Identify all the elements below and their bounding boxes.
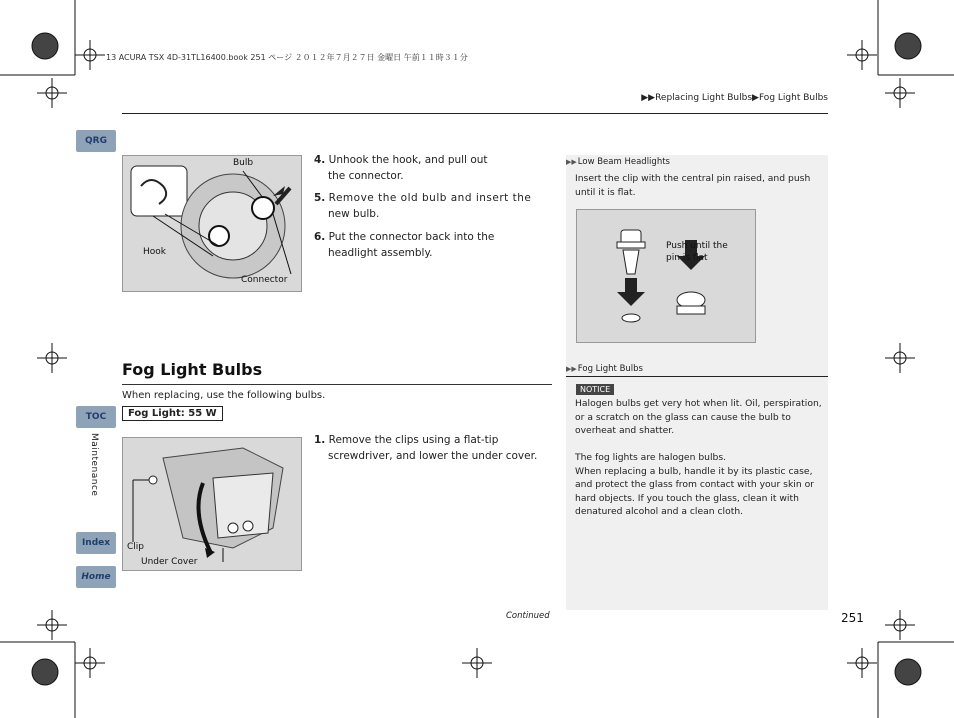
toc-tab[interactable]: TOC [76, 406, 116, 428]
text-line: denatured alcohol and a clean cloth. [575, 506, 744, 517]
figure-label-bulb: Bulb [233, 158, 254, 168]
text-line: Halogen bulbs get very hot when lit. Oil, perspiration, [575, 398, 822, 409]
low-beam-text [575, 172, 825, 199]
under-cover-illustration [123, 438, 301, 570]
clip-caption-line2: pin is flat [666, 253, 708, 263]
continued-label: Continued [506, 611, 550, 621]
under-cover-figure [122, 437, 302, 571]
fog-warning-text [575, 397, 827, 438]
step-number: 5. [314, 192, 326, 204]
breadcrumb-link-replacing[interactable]: Replacing Light Bulbs [655, 93, 753, 103]
home-tab-label: Home [81, 572, 111, 582]
figure-label-hook: Hook [143, 247, 166, 257]
page-number: 251 [841, 611, 864, 625]
text-line: or a scratch on the glass can cause the bulb to [575, 411, 791, 423]
step-text: Remove the clips using a flat-tip [328, 434, 499, 446]
step-text: headlight assembly. [328, 247, 433, 259]
sidebar-notes-panel [566, 155, 828, 610]
step-text: Remove the old bulb and insert the [328, 192, 532, 204]
section-side-label: Maintenance [89, 433, 99, 497]
clip-illustration [577, 210, 755, 342]
text-line: until it is flat. [575, 186, 636, 198]
step-text: screwdriver, and lower the under cover. [328, 450, 538, 462]
notice-badge: NOTICE [576, 384, 614, 395]
figure-label-under-cover: Under Cover [141, 557, 198, 567]
breadcrumb-arrow-icon: ▶ [752, 93, 759, 103]
qrg-tab[interactable]: QRG [76, 130, 116, 152]
step-1 [314, 432, 554, 464]
figure-label-clip: Clip [127, 542, 144, 552]
step-5 [314, 190, 549, 222]
text-line: hard objects. If you touch the glass, clean it with [575, 492, 799, 504]
section-rule [122, 384, 552, 385]
figure-label-connector: Connector [241, 275, 288, 285]
step-number: 4. [314, 154, 326, 166]
step-text: Unhook the hook, and pull out [328, 154, 488, 166]
step-text: new bulb. [328, 208, 380, 220]
header-rule [122, 113, 828, 114]
fog-heading-text: Fog Light Bulbs [577, 364, 643, 374]
low-beam-heading-text: Low Beam Headlights [577, 157, 670, 167]
home-tab[interactable] [76, 566, 116, 588]
section-intro: When replacing, use the following bulbs. [122, 390, 326, 401]
step-number: 6. [314, 231, 326, 243]
step-text: the connector. [328, 170, 404, 182]
step-6 [314, 229, 544, 261]
index-tab[interactable]: Index [76, 532, 116, 554]
text-line: Insert the clip with the central pin raised, and push [575, 173, 811, 184]
breadcrumb-arrow-icon: ▶▶ [641, 93, 656, 103]
note-marker-icon: ▶▶ [566, 365, 577, 373]
text-line: The fog lights are halogen bulbs. [575, 452, 727, 463]
low-beam-heading [566, 157, 670, 167]
breadcrumb-current: Fog Light Bulbs [758, 93, 828, 103]
text-line: overheat and shatter. [575, 425, 675, 436]
fog-heading [566, 364, 643, 374]
text-line: and protect the glass from contact with your skin or [575, 479, 814, 490]
headlight-connector-figure [122, 155, 302, 292]
section-title: Fog Light Bulbs [122, 360, 263, 379]
bulb-spec-box: Fog Light: 55 W [122, 406, 223, 421]
step-4 [314, 152, 544, 184]
breadcrumb [641, 93, 828, 103]
headlight-illustration [123, 156, 301, 291]
panel-divider [566, 376, 828, 377]
step-text: Put the connector back into the [328, 231, 495, 243]
text-line: When replacing a bulb, handle it by its plastic case, [575, 465, 813, 477]
clip-figure [576, 209, 756, 343]
print-header: 13 ACURA TSX 4D-31TL16400.book 251 ページ ２０１２年７月２７日 金曜日 午前１１時３１分 [106, 53, 468, 62]
clip-caption-line1: Push until the [666, 241, 728, 251]
step-number: 1. [314, 434, 326, 446]
note-marker-icon: ▶▶ [566, 158, 577, 166]
fog-info-text [575, 451, 827, 519]
